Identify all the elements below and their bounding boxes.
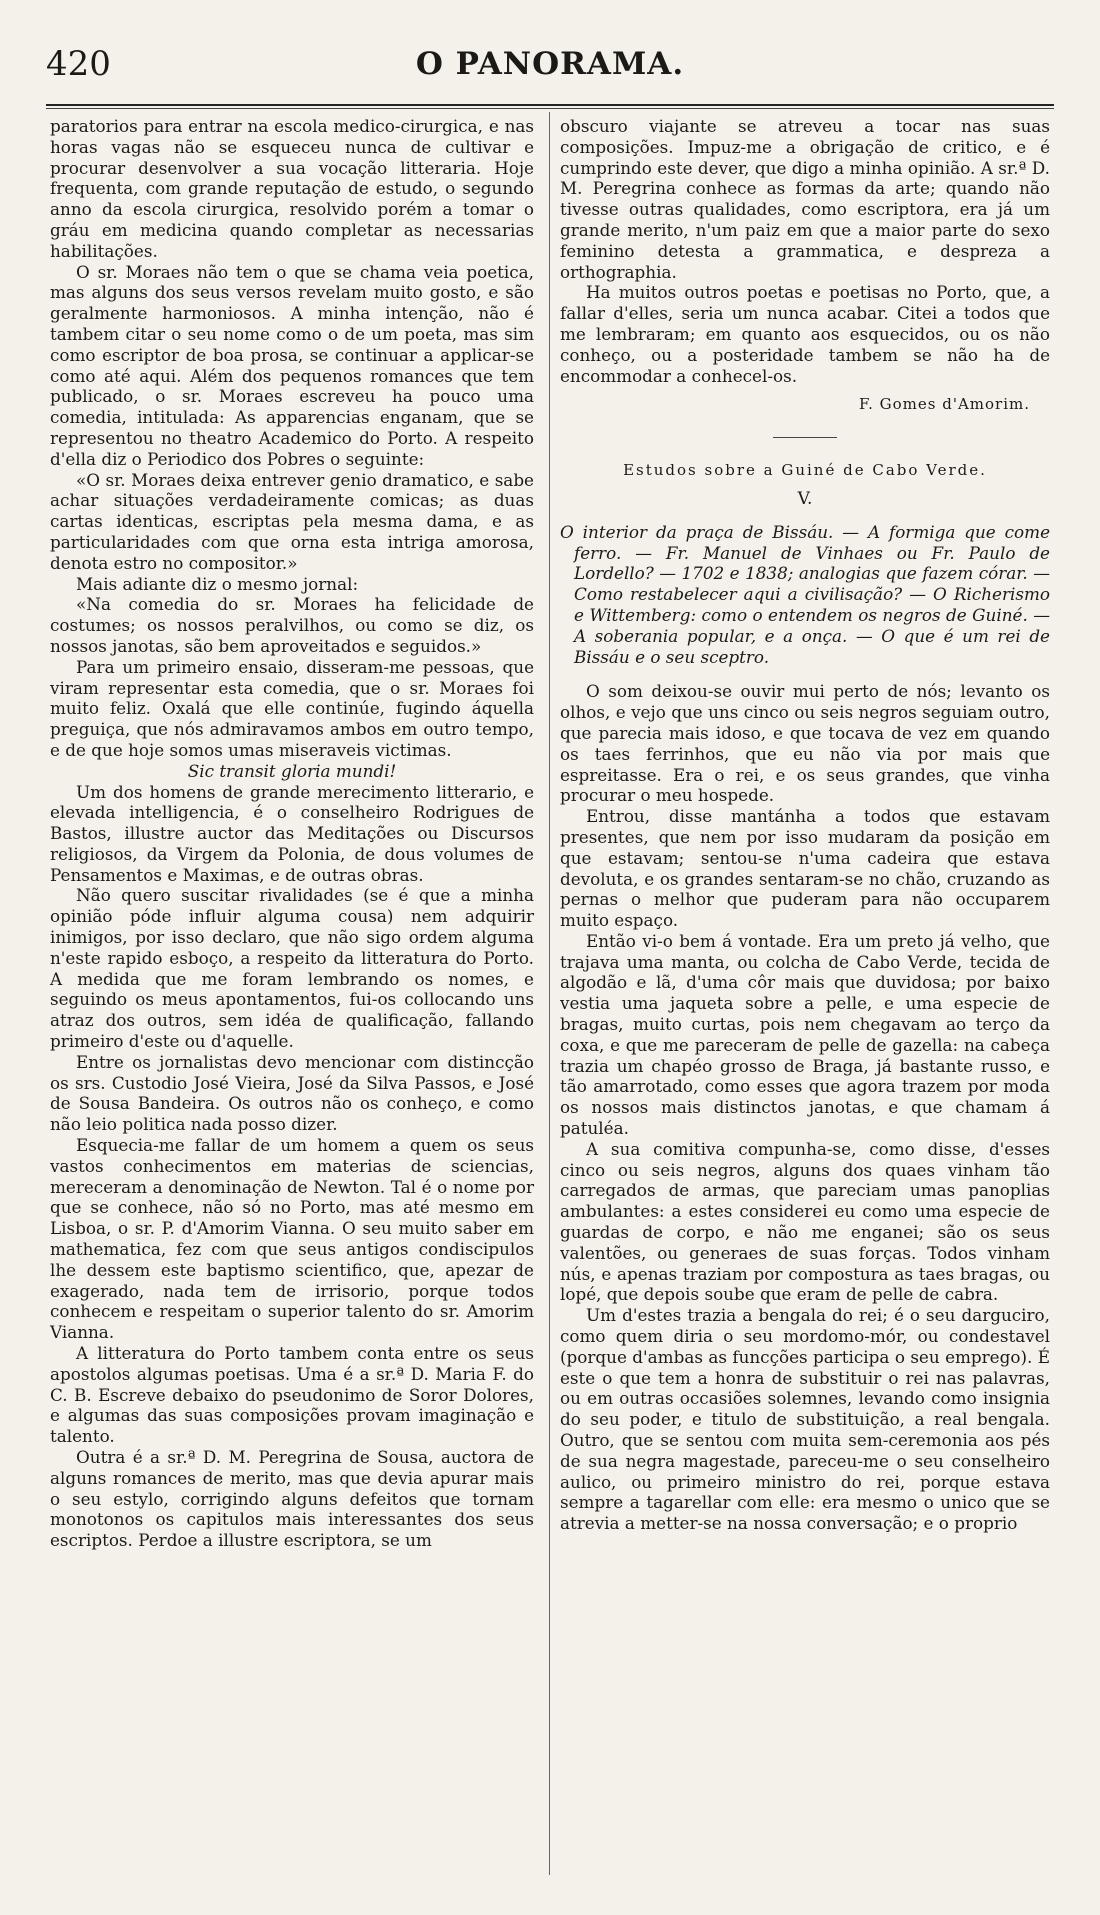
- section-separator: [773, 437, 837, 438]
- paragraph: Entrou, disse mantánha a todos que estavam presentes, que nem por isso mudaram da posição em que estavam; sentou-se n'uma cadeira que estava devoluta, e os grandes sentaram-se no chão, cruzando as pernas o melhor que puderam para não occuparem muito espaço.: [560, 806, 1050, 931]
- section-number: V.: [797, 488, 813, 509]
- paragraph: Esquecia-me fallar de um homem a quem os seus vastos conhecimentos em materias de sciencias, mereceram a denominação de Newton. Tal é o nome por que se conhece, não só no Porto, mas até mesmo em Lisboa, o sr. P. d'Amorim Vianna. O seu muito saber em mathematica, fez com que seus antigos condiscipulos lhe dessem este baptismo scientifico, que, apezar de exagerado, nada tem de irrisorio, porque todos conhecem e respeitam o superior talento do sr. Amorim Vianna.: [50, 1135, 534, 1343]
- header-rule-thin: [46, 108, 1054, 109]
- paragraph: Ha muitos outros poetas e poetisas no Porto, que, a fallar d'elles, seria um nunca acabar. Citei a todos que me lembraram; em quanto aos esquecidos, ou os não conheço, ou a posteridade tambem se não ha de encommodar a conhecel-os.: [560, 282, 1050, 386]
- paragraph: Entre os jornalistas devo mencionar com distincção os srs. Custodio José Vieira, José da Silva Passos, e José de Sousa Bandeira. Os outros não os conheço, e como não leio politica nada posso dizer.: [50, 1051, 534, 1135]
- journal-title: O PANORAMA.: [415, 46, 685, 82]
- paragraph: Então vi-o bem á vontade. Era um preto já velho, que trajava uma manta, ou colcha de Cabo Verde, tecida de algodão e lã, d'uma côr mais que duvidosa; por baixo vestia uma jaqueta sobre a pelle, e uma especie de bragas, muito curtas, pois nem chegavam ao terço da coxa, e que me pareceram de pelle de gazella: na cabeça trazia um chapéo grosso de Braga, já bastante russo, e tão amarrotado, como esses que agora trazem por moda os nossos mais distinctos janotas, e que chamam á patuléa.: [560, 930, 1050, 1139]
- paragraph: A litteratura do Porto tambem conta entre os seus apostolos algumas poetisas. Uma é a sr.ª D. Maria F. do C. B. Escreve debaixo do pseudonimo de Soror Dolores, e algumas das suas composições provam imaginação e talento.: [50, 1343, 534, 1447]
- right-column: [560, 116, 1050, 1534]
- quotation: «Na comedia do sr. Moraes ha felicidade de costumes; os nossos peralvilhos, ou como se diz, os nossos janotas, são bem aproveitados e seguidos.»: [50, 594, 534, 656]
- paragraph: Não quero suscitar rivalidades (se é que a minha opinião póde influir alguma cousa) nem adquirir inimigos, por isso declaro, que não sigo ordem alguma n'este rapido esboço, a respeito da litteratura do Porto. A medida que me foram lembrando os nomes, e seguindo os meus apontamentos, fui-os collocando uns atraz dos outros, sem idéa de qualificação, fallando primeiro d'este ou d'aquelle.: [50, 885, 534, 1052]
- page-number: 420: [46, 44, 111, 84]
- paragraph: O som deixou-se ouvir mui perto de nós; levanto os olhos, e vejo que uns cinco ou seis negros seguiam outro, que parecia mais idoso, e que tocava de vez em quando os taes ferrinhos, que eu não via por mais que espreitasse. Era o rei, e os seus grandes, que vinha procurar o meu hospede.: [560, 681, 1050, 806]
- column-divider: [549, 112, 550, 1875]
- paragraph: paratorios para entrar na escola medico-cirurgica, e nas horas vagas não se esqueceu nunca de cultivar e procurar desenvolver a sua vocação litteraria. Hoje frequenta, com grande reputação de estudo, o segundo anno da escola cirurgica, resolvido porém a tomar o gráu em medicina quando completar as necessarias habilitações.: [50, 116, 534, 261]
- latin-phrase: Sic transit gloria mundi!: [187, 760, 397, 781]
- chapter-summary: O interior da praça de Bissáu. — A formiga que come ferro. — Fr. Manuel de Vinhaes ou Fr. Paulo de Lordello? — 1702 e 1838; analogias que fazem córar. — Como restabelecer aqui a civilisação? — O Richerismo e Wittemberg: como o entendem os negros de Guiné. — A soberania popular, e a onça. — O que é um rei de Bissáu e o seu sceptro.: [560, 521, 1050, 667]
- quotation: «O sr. Moraes deixa entrever genio dramatico, e sabe achar situações verdadeiramente comicas; as duas cartas identicas, escriptas pela mesma dama, e as particularidades com que orna esta intriga amorosa, denota estro no compositor.»: [50, 469, 534, 573]
- left-column: [50, 116, 534, 1551]
- paragraph: Um d'estes trazia a bengala do rei; é o seu darguciro, como quem diria o seu mordomo-mór, ou condestavel (porque d'ambas as funcções participa o seu emprego). É este o que tem a honra de substituir o rei nas palavras, ou em outras occasiões solemnes, levando como insignia do seu poder, e titulo de substituição, a real bengala. Outro, que se sentou com muita sem-ceremonia aos pés de sua negra magestade, pareceu-me o seu conselheiro aulico, ou primeiro ministro do rei, porque estava sempre a tagarellar com elle: era mesmo o unico que se atrevia a metter-se na nossa conversação; e o proprio: [560, 1305, 1050, 1534]
- paragraph: Um dos homens de grande merecimento litterario, e elevada intelligencia, é o conselheiro Rodrigues de Bastos, illustre auctor das Meditações ou Discursos religiosos, da Virgem da Polonia, de dous volumes de Pensamentos e Maximas, e de outras obras.: [50, 781, 534, 885]
- paragraph: obscuro viajante se atreveu a tocar nas suas composições. Impuz-me a obrigação de critico, e é cumprindo este dever, que digo a minha opinião. A sr.ª D. M. Peregrina conhece as formas da arte; quando não tivesse outras qualidades, como escriptora, era já um grande merito, n'um paiz em que a maior parte do sexo feminino detesta a grammatica, e despreza a orthographia.: [560, 116, 1050, 282]
- paragraph: A sua comitiva compunha-se, como disse, d'esses cinco ou seis negros, alguns dos quaes vinham tão carregados de armas, que pareciam umas panoplias ambulantes: a estes considerei eu como uma especie de guardas de corpo, e não me enganei; são os seus valentões, ou generaes de suas forças. Todos vinham nús, e apenas traziam por compostura as taes bragas, ou lopé, que depois soube que eram de pelle de cabra.: [560, 1138, 1050, 1305]
- header-rule: [46, 104, 1054, 106]
- paragraph: Mais adiante diz o mesmo jornal:: [76, 573, 359, 594]
- paragraph: O sr. Moraes não tem o que se chama veia poetica, mas alguns dos seus versos revelam muito gosto, e são geralmente harmoniosos. A minha intenção, não é tambem citar o seu nome como o de um poeta, mas sim como escriptor de boa prosa, se continuar a applicar-se como até aqui. Além dos pequenos romances que tem publicado, o sr. Moraes escreveu ha pouco uma comedia, intitulada: As apparencias enganam, que se representou no theatro Academico do Porto. A respeito d'ella diz o Periodico dos Pobres o seguinte:: [50, 261, 534, 469]
- author-signature: F. Gomes d'Amorim.: [859, 395, 1030, 414]
- paragraph: Outra é a sr.ª D. M. Peregrina de Sousa, auctora de alguns romances de merito, mas que devia apurar mais o seu estylo, corrigindo alguns defeitos que tornam monotonos os capitulos mais interessantes dos seus escriptos. Perdoe a illustre escriptora, se um: [50, 1447, 534, 1551]
- section-title: Estudos sobre a Guiné de Cabo Verde.: [623, 461, 987, 480]
- paragraph: Para um primeiro ensaio, disseram-me pessoas, que viram representar esta comedia, que o sr. Moraes foi muito feliz. Oxalá que elle continúe, fugindo áquella preguiça, que nós admiravamos ambos em outro tempo, e de que hoje somos umas miseraveis victimas.: [50, 656, 534, 760]
